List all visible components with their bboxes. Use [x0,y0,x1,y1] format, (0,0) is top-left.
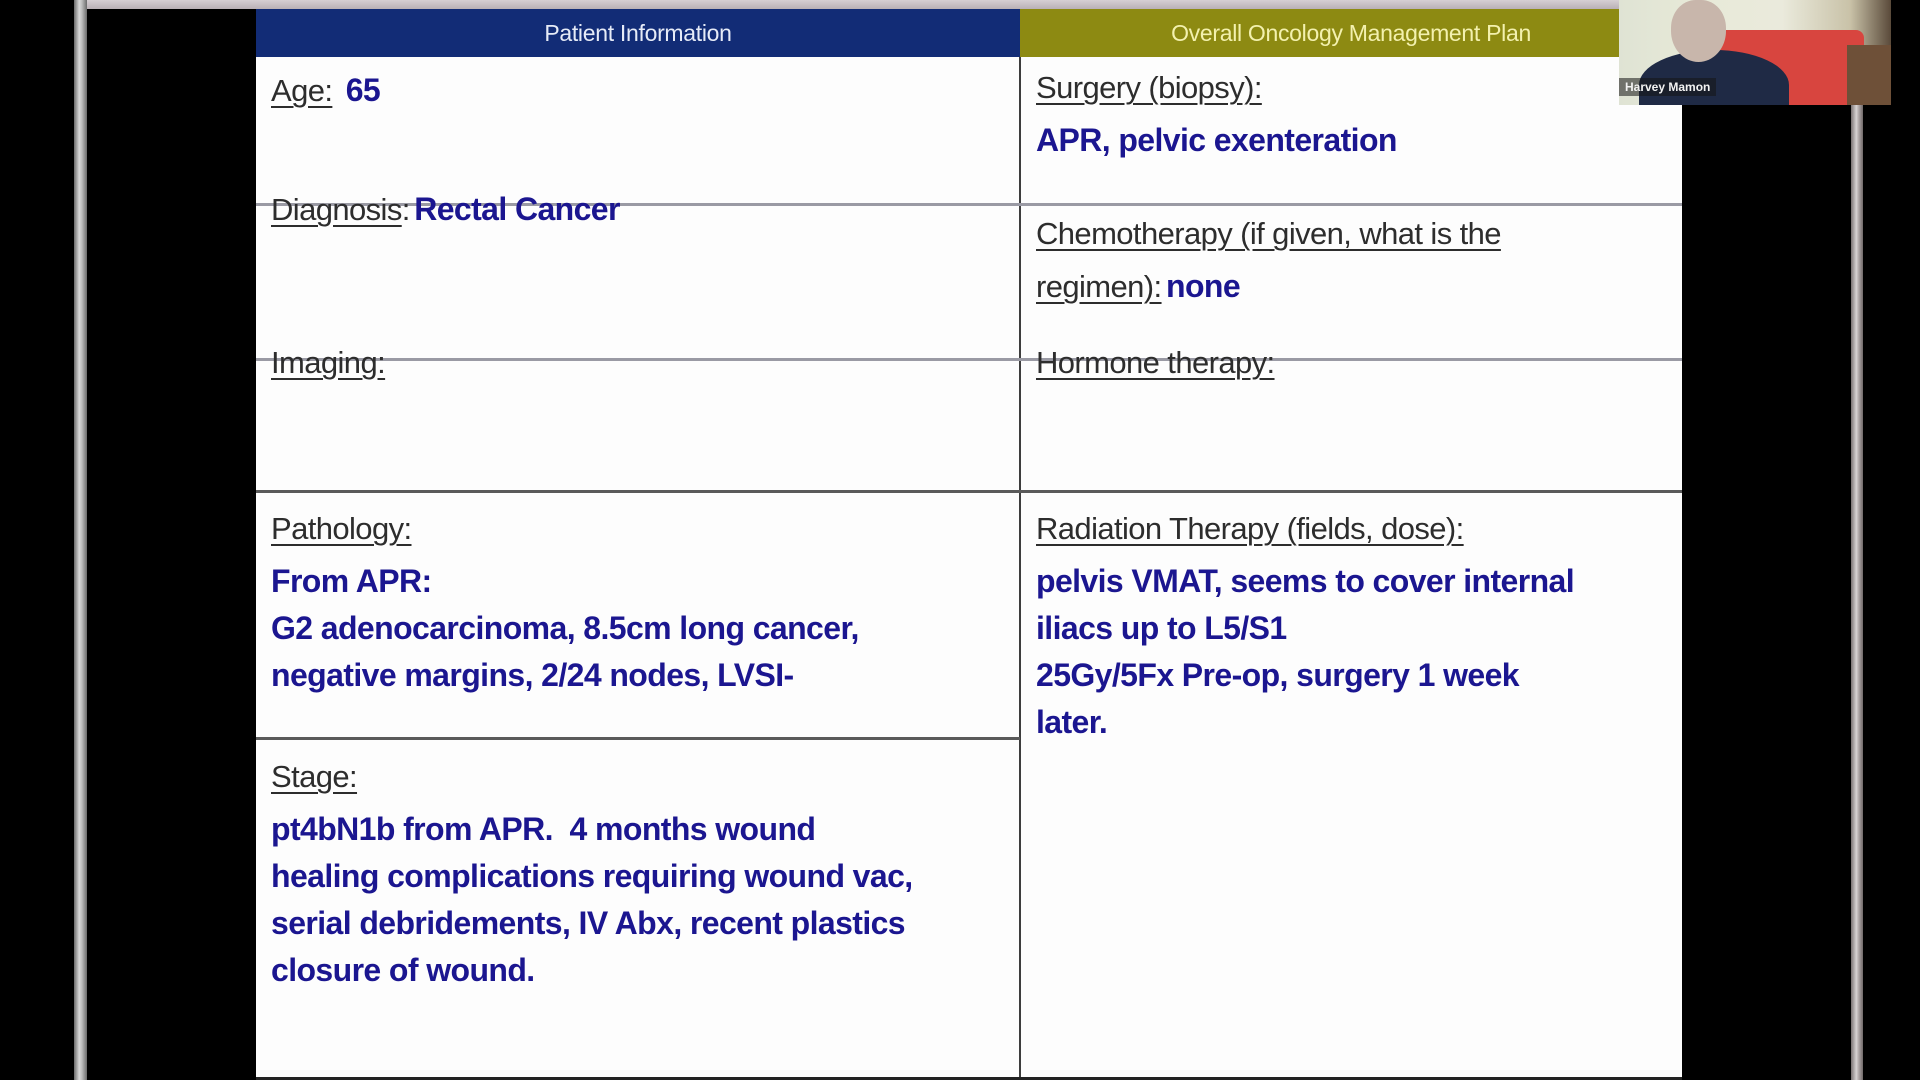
diagnosis-colon: : [401,192,410,227]
stage-label: Stage: [271,759,358,794]
header-title: Overall Oncology Management Plan [1171,19,1531,46]
chemotherapy-label: Chemotherapy (if given, what is the [1036,216,1501,251]
radiation-therapy-cell [1021,505,1681,746]
diagnosis-cell [256,186,1019,239]
participant-name-label: Harvey Mamon [1619,78,1716,96]
row-divider [256,737,1020,740]
diagnosis-value: Rectal Cancer [414,191,620,227]
imaging-cell [256,339,1019,392]
hormone-therapy-label: Hormone therapy: [1036,345,1275,380]
surgery-label: Surgery (biopsy): [1036,70,1262,105]
hormone-therapy-cell [1021,339,1681,392]
age-value: 65 [345,72,381,108]
pathology-line: From APR: [271,563,432,599]
radiation-line: later. [1036,704,1108,740]
pathology-cell [256,505,1019,699]
stage-cell [256,753,1019,994]
radiation-line: iliacs up to L5/S1 [1036,610,1287,646]
presentation-slide [256,9,1682,1080]
pathology-line: G2 adenocarcinoma, 8.5cm long cancer, [271,610,859,646]
radiation-line: 25Gy/5Fx Pre-op, surgery 1 week [1036,657,1519,693]
participant-video-tile[interactable] [1619,0,1891,105]
stage-line: serial debridements, IV Abx, recent plastics [271,905,906,941]
row-divider [256,490,1682,493]
participant-head [1671,0,1726,62]
radiation-therapy-label: Radiation Therapy (fields, dose): [1036,511,1464,546]
left-window-border [74,0,87,1080]
stage-line: pt4bN1b from APR. 4 months wound [271,811,816,847]
header-title: Patient Information [544,19,732,46]
surgery-cell [1021,64,1681,164]
patient-information-header [256,9,1020,57]
stage-line: closure of wound. [271,952,535,988]
background-shelf [1847,45,1891,105]
diagnosis-label: Diagnosis [271,192,402,227]
window-top-strip [75,0,1620,9]
age-label: Age: [271,73,333,108]
stage-line: healing complications requiring wound vac, [271,858,913,894]
pathology-label: Pathology: [271,511,412,546]
age-cell [256,67,1019,120]
scrollbar[interactable] [1851,105,1863,1080]
radiation-line: pelvis VMAT, seems to cover internal [1036,563,1575,599]
chemotherapy-cell [1021,210,1681,316]
chemotherapy-label-cont: regimen): [1036,269,1162,304]
imaging-label: Imaging: [271,345,386,380]
management-plan-header [1020,9,1682,57]
chemotherapy-value: none [1166,268,1241,304]
surgery-value: APR, pelvic exenteration [1036,122,1397,158]
pathology-line: negative margins, 2/24 nodes, LVSI- [271,657,794,693]
